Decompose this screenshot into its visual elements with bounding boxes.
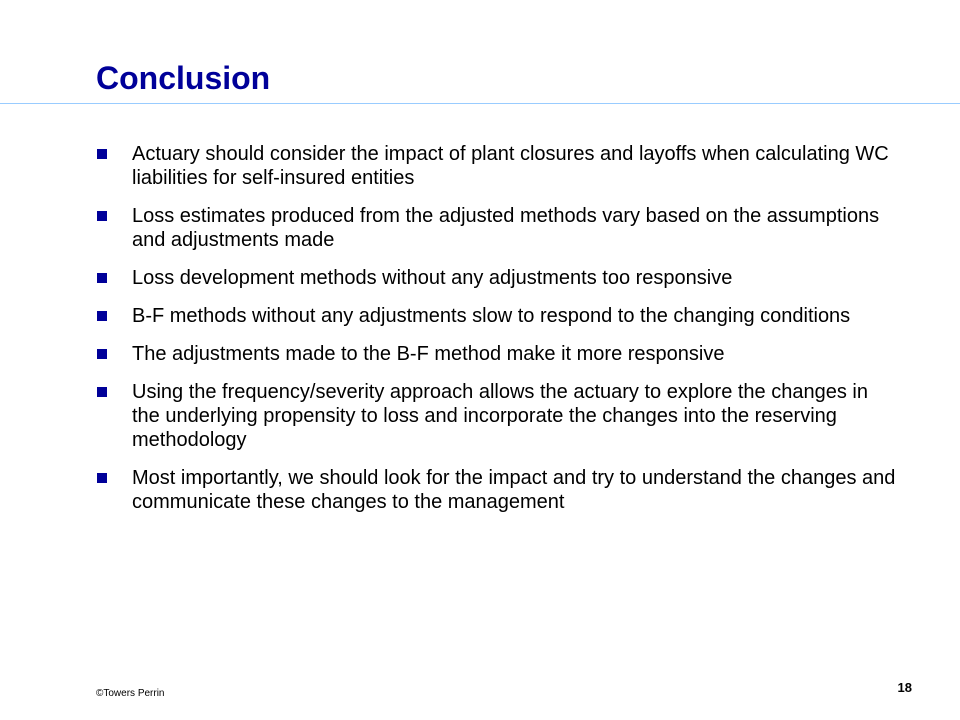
bullet-text: Using the frequency/severity approach allows the actuary to explore the changes in the underlying propensity to loss and incorporate the changes into the reserving methodology <box>132 381 868 451</box>
bullet-list <box>96 142 896 528</box>
footer-copyright: ©Towers Perrin <box>96 688 165 699</box>
square-bullet-icon <box>97 211 107 221</box>
slide-title: Conclusion <box>96 60 271 96</box>
bullet-text: The adjustments made to the B-F method make it more responsive <box>132 343 725 365</box>
square-bullet-icon <box>97 149 107 159</box>
bullet-item <box>96 142 896 190</box>
bullet-item <box>96 204 896 252</box>
bullet-text: B-F methods without any adjustments slow to respond to the changing conditions <box>132 305 851 327</box>
square-bullet-icon <box>97 349 107 359</box>
bullet-item <box>96 380 896 452</box>
page-number: 18 <box>897 680 912 695</box>
square-bullet-icon <box>97 273 107 283</box>
square-bullet-icon <box>97 473 107 483</box>
square-bullet-icon <box>97 387 107 397</box>
bullet-text: Loss development methods without any adjustments too responsive <box>132 267 733 289</box>
title-divider <box>0 103 960 104</box>
bullet-item <box>96 342 896 366</box>
bullet-item <box>96 266 896 290</box>
bullet-item <box>96 466 896 514</box>
bullet-text: Actuary should consider the impact of plant closures and layoffs when calculating WC liabilities for self-insured entities <box>132 143 889 189</box>
bullet-text: Loss estimates produced from the adjusted methods vary based on the assumptions and adjustments made <box>132 205 880 251</box>
bullet-text: Most importantly, we should look for the impact and try to understand the changes and communicate these changes to the management <box>132 467 896 513</box>
square-bullet-icon <box>97 311 107 321</box>
bullet-item <box>96 304 896 328</box>
